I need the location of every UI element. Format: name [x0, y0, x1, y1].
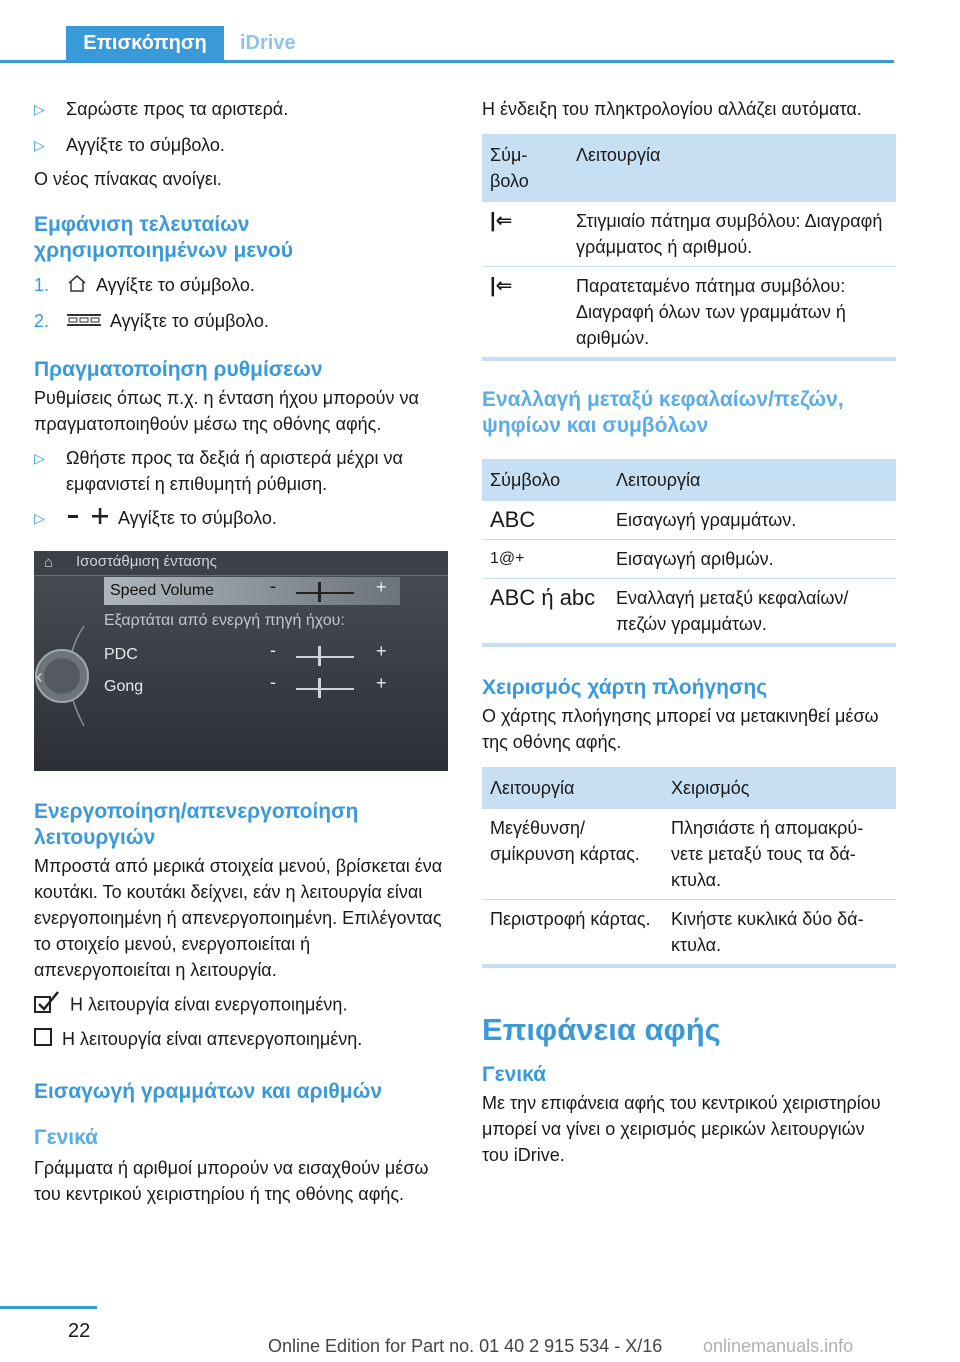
screen-title: Ισοστάθμιση έντασης: [76, 552, 217, 570]
minus-icon[interactable]: -: [270, 575, 276, 596]
tab-overview[interactable]: Επισκόπηση: [66, 26, 224, 60]
table-row: 1@+ Εισαγωγή αριθμών.: [482, 540, 896, 579]
table-map: Λειτουργία Χειρισμός Μεγέθυνση/σμίκρυνση κάρτας. Πλησιάστε ή απομακρύνετε μεταξύ τους τα δάκτυλα. Περιστροφή κάρτας. Κινήστε κυκλικά δύο δάκτυλα.: [482, 767, 896, 968]
para-map: Ο χάρτης πλοήγησης μπορεί να μετακινηθεί μέσω της οθόνης αφής.: [482, 706, 879, 752]
header-tabs: [0, 26, 894, 63]
bullet-drag: ▷ Ωθήστε προς τα δεξιά ή αριστερά μέχρι να εμφανιστεί η επιθυμητή ρύθμιση.: [34, 445, 448, 497]
recent-menus-icon: [66, 309, 102, 335]
backspace-icon: |⇐: [490, 210, 513, 232]
page-number: 22: [68, 1320, 91, 1342]
left-column: [34, 96, 448, 1207]
heading-activate: Ενεργοποίηση/απενεργοποίηση λειτουργιών: [34, 799, 359, 849]
heading-switch: Εναλλαγή μεταξύ κεφαλαίων/πεζών, ψηφίων και συμβόλων: [482, 388, 844, 437]
step-2: 2. Αγγίξτε το σύμβολο.: [34, 308, 448, 335]
bullet-touch: ▷ Αγγίξτε το σύμβολο.: [34, 132, 448, 158]
slider[interactable]: [296, 688, 354, 690]
minus-icon[interactable]: -: [270, 671, 276, 692]
checkbox-unchecked-icon: [34, 1027, 52, 1053]
checkbox-checked-icon: [34, 991, 60, 1020]
edition-text: Online Edition for Part no. 01 40 2 915 534 - X/16: [268, 1336, 663, 1356]
heading-touchpad: Επιφάνεια αφής: [482, 1012, 721, 1047]
screen-row-pdc[interactable]: PDC: [104, 645, 138, 663]
heading-map: Χειρισμός χάρτη πλοήγησης: [482, 676, 768, 699]
tab-idrive[interactable]: iDrive: [240, 32, 296, 54]
right-column: [482, 96, 896, 1168]
plus-icon[interactable]: +: [376, 672, 387, 693]
bullet-triangle-icon: ▷: [34, 510, 45, 526]
heading-general-touchpad: Γενικά: [482, 1063, 547, 1086]
heading-recent-menus: Εμφάνιση τελευταίων χρησιμοποιημένων μενού: [34, 213, 293, 262]
footer-rule: [0, 1306, 97, 1309]
checked-line: Η λειτουργία είναι ενεργοποιημένη.: [34, 991, 448, 1020]
para-keyboard: Η ένδειξη του πληκτρολογίου αλλάζει αυτόματα.: [482, 99, 862, 119]
screen-row-depends: Εξαρτάται από ενεργή πηγή ήχου:: [104, 611, 345, 629]
table-delete: Σύμβολο Λειτουργία |⇐ Στιγμιαίο πάτημα συμβόλου: Διαγραφή γράμματος ή αριθμού. |⇐ Παρατεταμένο πάτημα συμβόλου: Διαγραφή όλων των γραμμάτων ή αριθμών.: [482, 134, 896, 361]
table-row: ABC ή abc Εναλλαγή μεταξύ κεφαλαίων/πεζών γραμμάτων.: [482, 579, 896, 646]
watermark-text: onlinemanuals.info: [703, 1336, 854, 1356]
para-activate: Μπροστά από μερικά στοιχεία μενού, βρίσκεται ένα κουτάκι. Το κουτάκι δείχνει, εάν η λειτουργία είναι ενεργοποιημένη ή απενεργοποιημένη. Επιλέγοντας το στοιχείο μενού, ενεργοποιείται ή απενεργοποιείται η λειτουργία.: [34, 855, 443, 980]
bullet-triangle-icon: ▷: [34, 450, 45, 466]
heading-settings: Πραγματοποίηση ρυθμίσεων: [34, 358, 323, 381]
para-new-panel: Ο νέος πίνακας ανοίγει.: [34, 169, 222, 189]
slider[interactable]: [296, 592, 354, 594]
table-row: Περιστροφή κάρτας. Κινήστε κυκλικά δύο δάκτυλα.: [482, 900, 896, 967]
bullet-triangle-icon: ▷: [34, 101, 45, 117]
minus-plus-icon: [66, 506, 110, 533]
table-row: |⇐ Παρατεταμένο πάτημα συμβόλου: Διαγραφή όλων των γραμμάτων ή αριθμών.: [482, 267, 896, 360]
heading-general: Γενικά: [34, 1126, 99, 1149]
unchecked-line: Η λειτουργία είναι απενεργοποιημένη.: [34, 1026, 448, 1053]
bullet-swipe: ▷ Σαρώστε προς τα αριστερά.: [34, 96, 448, 122]
table-row: Μεγέθυνση/σμίκρυνση κάρτας. Πλησιάστε ή απομακρύνετε μεταξύ τους τα δάκτυλα.: [482, 809, 896, 900]
para-settings: Ρυθμίσεις όπως π.χ. η ένταση ήχου μπορούν να πραγματοποιηθούν μέσω της οθόνης αφής.: [34, 388, 419, 434]
home-icon: [66, 273, 88, 300]
plus-icon[interactable]: +: [376, 576, 387, 597]
controller-knob-icon: [34, 621, 114, 731]
screen-row-speed-volume[interactable]: Speed Volume: [104, 577, 400, 605]
bullet-triangle-icon: ▷: [34, 137, 45, 153]
backspace-icon: |⇐: [490, 275, 513, 297]
para-input: Γράμματα ή αριθμοί μπορούν να εισαχθούν μέσω του κεντρικού χειριστηρίου ή της οθόνης αφής.: [34, 1158, 429, 1204]
home-icon: ⌂: [44, 553, 54, 571]
table-row: |⇐ Στιγμιαίο πάτημα συμβόλου: Διαγραφή γράμματος ή αριθμού.: [482, 202, 896, 267]
minus-icon[interactable]: -: [270, 639, 276, 660]
heading-input: Εισαγωγή γραμμάτων και αριθμών: [34, 1080, 383, 1103]
screen-row-gong[interactable]: Gong: [104, 677, 144, 695]
table-switch: Σύμβολο Λειτουργία ABC Εισαγωγή γραμμάτων. 1@+ Εισαγωγή αριθμών. ABC ή abc Εναλλαγή μεταξύ κεφαλαίων/πεζών γραμμάτων.: [482, 459, 896, 647]
para-touchpad: Με την επιφάνεια αφής του κεντρικού χειριστηρίου μπορεί να γίνει ο χειρισμός μερικών λειτουργιών του iDrive.: [482, 1093, 881, 1165]
svg-text:‹: ‹: [36, 665, 43, 688]
table-row: ABC Εισαγωγή γραμμάτων.: [482, 501, 896, 540]
plus-icon[interactable]: +: [376, 640, 387, 661]
bullet-symbol: ▷ Αγγίξτε το σύμβολο.: [34, 505, 448, 533]
step-1: 1. Αγγίξτε το σύμβολο.: [34, 272, 448, 300]
slider[interactable]: [296, 656, 354, 658]
volume-settings-screenshot: [34, 551, 448, 771]
